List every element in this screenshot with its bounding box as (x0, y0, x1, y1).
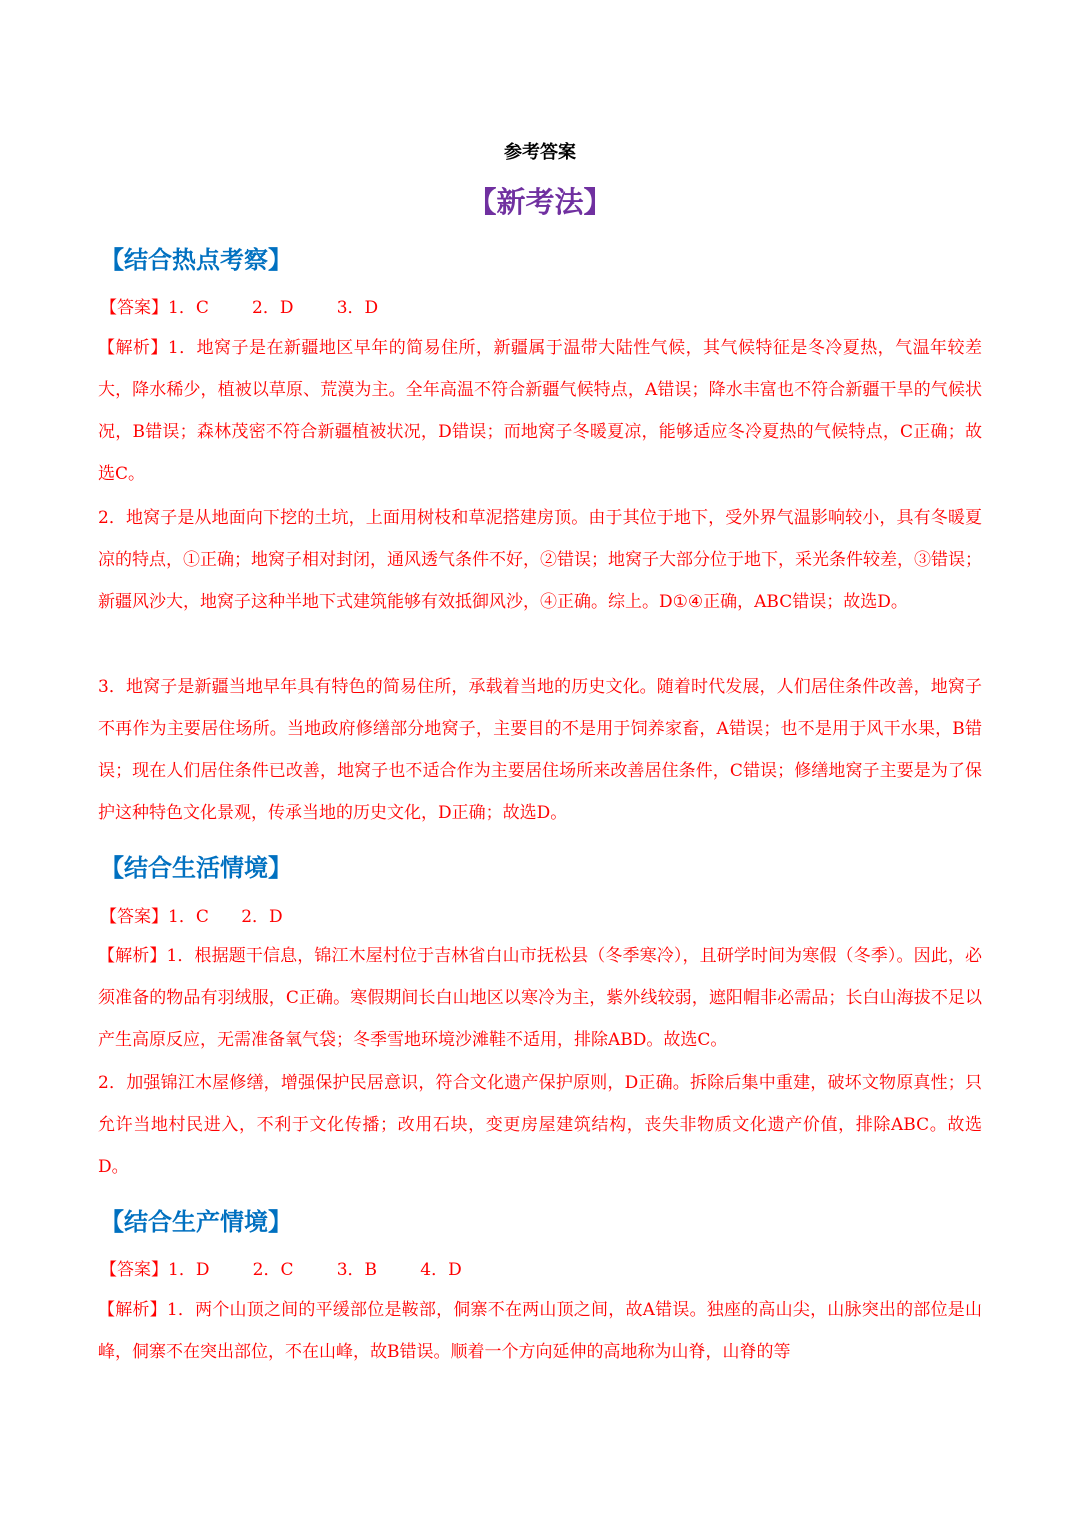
section-heading-life-context: 【结合生活情境】 (100, 853, 292, 882)
section-heading-production-context: 【结合生产情境】 (100, 1207, 292, 1236)
analysis-paragraph: 2．地窝子是从地面向下挖的土坑，上面用树枝和草泥搭建房顶。由于其位于地下，受外界气温影响较小，具有冬暖夏凉的特点，①正确；地窝子相对封闭，通风透气条件不好，②错误；地窝子大部分位于地下，采光条件较差，③错误；新疆风沙大，地窝子这种半地下式建筑能够有效抵御风沙，④正确。综上。D①④正确，ABC错误；故选D。 (98, 508, 982, 612)
answer-line-life-context: 【答案】1．C 2．D (100, 907, 283, 927)
answer-line-production-context: 【答案】1．D 2．C 3．B 4．D (100, 1260, 462, 1280)
analysis-paragraph: 【解析】1．两个山顶之间的平缓部位是鞍部，侗寨不在两山顶之间，故A错误。独座的高山尖，山脉突出的部位是山峰，侗寨不在突出部位，不在山峰，故B错误。顺着一个方向延伸的高地称为山脊，山脊的等 (98, 1300, 982, 1362)
section-heading-hot-topics: 【结合热点考察】 (100, 245, 292, 274)
page-title: 参考答案 (504, 142, 576, 163)
analysis-paragraph: 2．加强锦江木屋修缮，增强保护民居意识，符合文化遗产保护原则，D正确。拆除后集中重建，破坏文物原真性；只允许当地村民进入，不利于文化传播；改用石块，变更房屋建筑结构，丧失非物质文化遗产价值，排除ABC。故选D。 (98, 1073, 982, 1177)
analysis-paragraph: 【解析】1．地窝子是在新疆地区早年的简易住所，新疆属于温带大陆性气候，其气候特征是冬冷夏热，气温年较差大，降水稀少，植被以草原、荒漠为主。全年高温不符合新疆气候特点，A错误；降水丰富也不符合新疆干旱的气候状况，B错误；森林茂密不符合新疆植被状况，D错误；而地窝子冬暖夏凉，能够适应冬冷夏热的气候特点，C正确；故选C。 (98, 338, 982, 484)
section-banner: 【新考法】 (467, 185, 613, 219)
analysis-paragraph: 3．地窝子是新疆当地早年具有特色的简易住所，承载着当地的历史文化。随着时代发展，人们居住条件改善，地窝子不再作为主要居住场所。当地政府修缮部分地窝子，主要目的不是用于饲养家畜，A错误；也不是用于风干水果，B错误；现在人们居住条件已改善，地窝子也不适合作为主要居住场所来改善居住条件，C错误；修缮地窝子主要是为了保护这种特色文化景观，传承当地的历史文化，D正确；故选D。 (98, 677, 982, 823)
answer-line-hot-topics: 【答案】1．C 2．D 3．D (100, 298, 379, 318)
analysis-paragraph: 【解析】1．根据题干信息，锦江木屋村位于吉林省白山市抚松县（冬季寒冷），且研学时间为寒假（冬季）。因此，必须准备的物品有羽绒服，C正确。寒假期间长白山地区以寒冷为主，紫外线较弱，遮阳帽非必需品；长白山海拔不足以产生高原反应，无需准备氧气袋；冬季雪地环境沙滩鞋不适用，排除ABD。故选C。 (98, 946, 982, 1050)
